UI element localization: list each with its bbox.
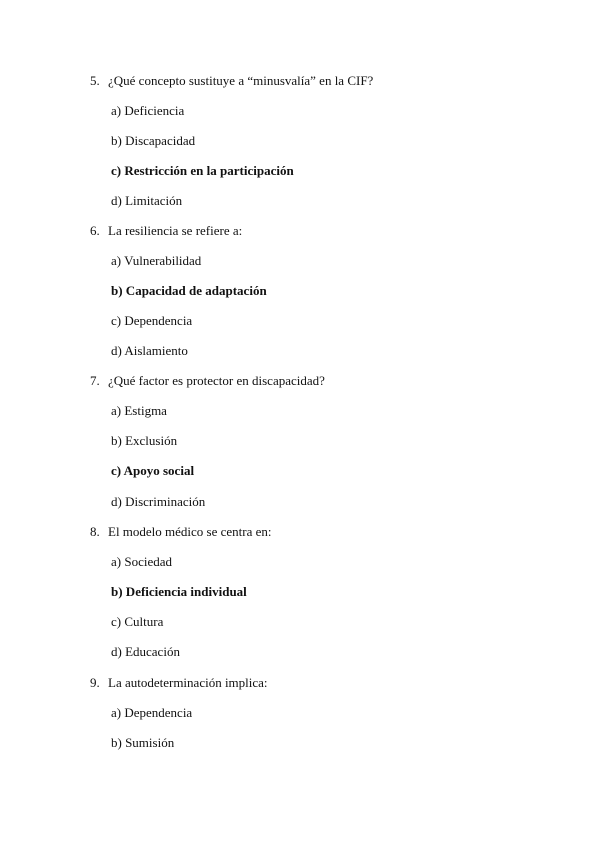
option-5b: b) Discapacidad: [111, 133, 196, 148]
option-9a: a) Dependencia: [111, 705, 193, 720]
question-text: ¿Qué concepto sustituye a “minusvalía” en la CIF?: [108, 73, 374, 88]
option-5c-correct: c) Restricción en la participación: [111, 163, 294, 178]
question-8: [90, 524, 272, 540]
question-6: [90, 223, 242, 239]
option-6c: c) Dependencia: [111, 313, 193, 328]
option-8d: d) Educación: [111, 644, 180, 659]
option-6d: d) Aislamiento: [111, 343, 188, 358]
option-7b: b) Exclusión: [111, 433, 178, 448]
option-7c-correct: c) Apoyo social: [111, 463, 195, 478]
question-7: [90, 373, 325, 389]
question-9: [90, 675, 268, 691]
question-number: 6.: [90, 223, 100, 238]
option-5d: d) Limitación: [111, 193, 183, 208]
question-text: La autodeterminación implica:: [108, 675, 268, 690]
option-8c: c) Cultura: [111, 614, 164, 629]
option-6a: a) Vulnerabilidad: [111, 253, 202, 268]
option-9b: b) Sumisión: [111, 735, 175, 750]
question-text: El modelo médico se centra en:: [108, 524, 272, 539]
option-6b-correct: b) Capacidad de adaptación: [111, 283, 267, 298]
question-number: 7.: [90, 373, 100, 388]
option-8b-correct: b) Deficiencia individual: [111, 584, 247, 599]
option-8a: a) Sociedad: [111, 554, 173, 569]
question-number: 5.: [90, 73, 100, 88]
question-text: ¿Qué factor es protector en discapacidad?: [108, 373, 325, 388]
question-number: 8.: [90, 524, 100, 539]
question-text: La resiliencia se refiere a:: [108, 223, 243, 238]
option-7d: d) Discriminación: [111, 494, 206, 509]
option-7a: a) Estigma: [111, 403, 167, 418]
question-5: [90, 73, 373, 89]
question-number: 9.: [90, 675, 100, 690]
option-5a: a) Deficiencia: [111, 103, 185, 118]
